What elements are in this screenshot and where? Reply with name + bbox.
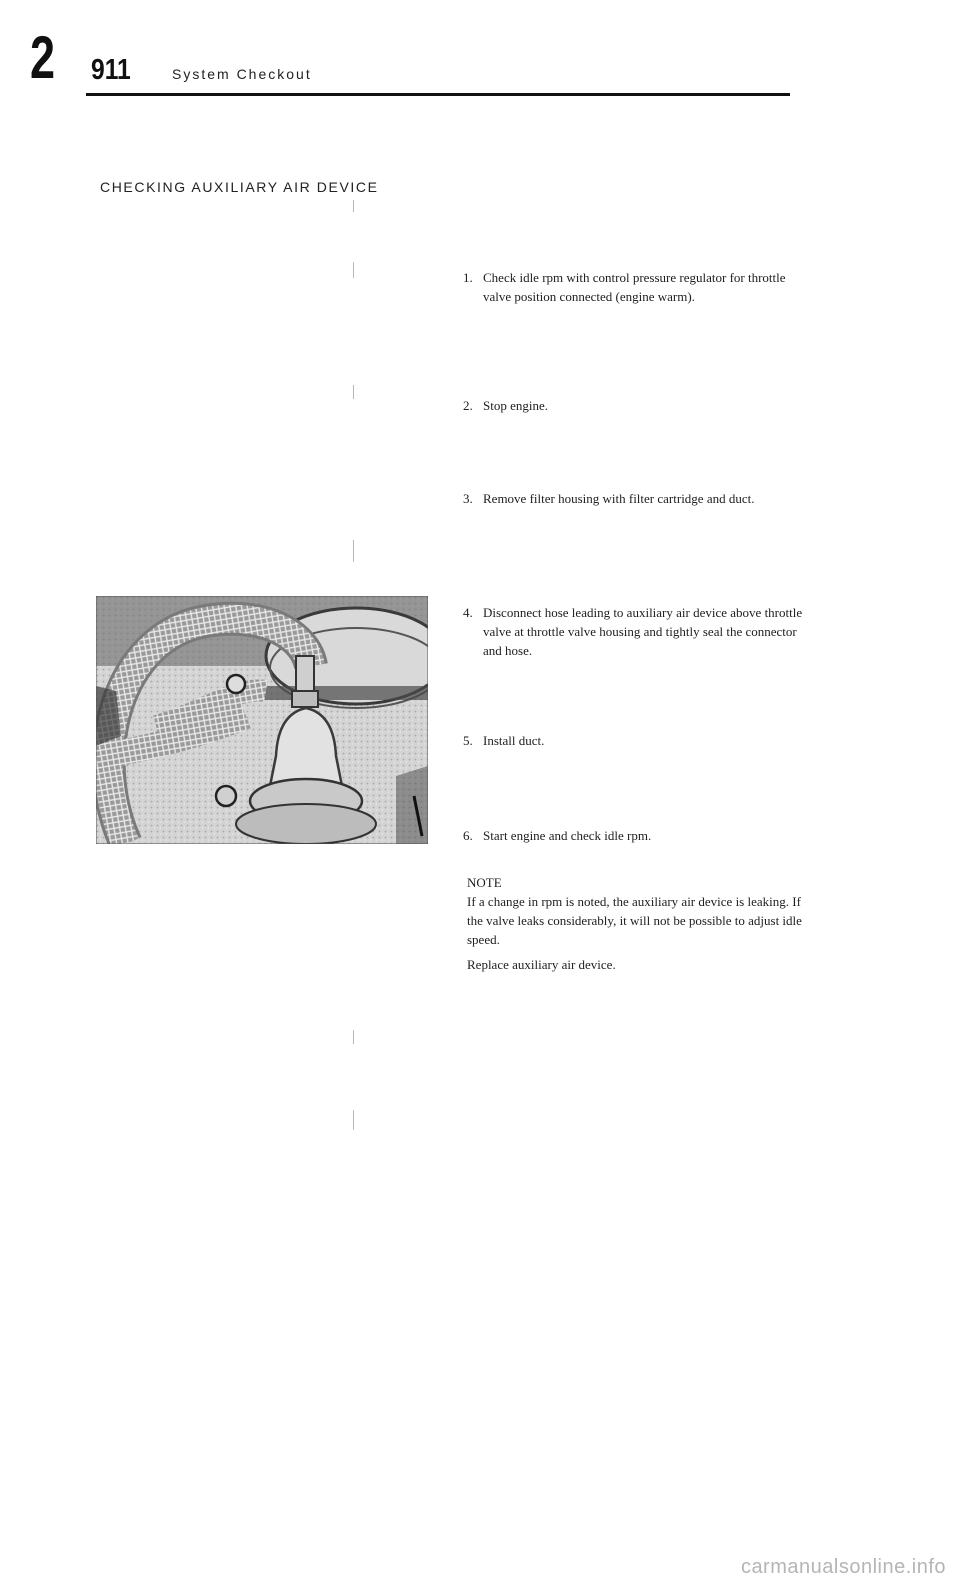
step-2 <box>463 396 803 415</box>
step-1 <box>463 268 803 306</box>
section-number: 2 <box>30 24 56 91</box>
model-number: 911 <box>91 54 131 86</box>
note-block <box>467 873 807 949</box>
step-5 <box>463 731 803 750</box>
step-text: Disconnect hose leading to auxiliary air device above throttle valve at throttle valve housing and tightly seal the connector and hose. <box>483 605 803 658</box>
margin-speck <box>353 200 354 212</box>
header-title: System Checkout <box>172 66 312 82</box>
note-heading: NOTE <box>467 875 502 890</box>
engine-photo <box>96 596 428 844</box>
step-text: Install duct. <box>483 733 545 748</box>
margin-speck <box>353 385 354 399</box>
watermark: carmanualsonline.info <box>740 1556 946 1578</box>
step-text: Stop engine. <box>483 398 548 413</box>
step-text: Check idle rpm with control pressure regulator for throttle valve position connected (engine warm). <box>483 270 786 304</box>
step-text: Start engine and check idle rpm. <box>483 828 652 843</box>
step-number: 6. <box>463 828 473 843</box>
margin-speck <box>353 262 354 278</box>
step-3 <box>463 489 803 508</box>
note-instruction: Replace auxiliary air device. <box>467 957 616 972</box>
margin-speck <box>353 540 354 562</box>
note-body: If a change in rpm is noted, the auxiliary air device is leaking. If the valve leaks considerably, it will not be possible to adjust idle speed. <box>467 894 802 947</box>
margin-speck <box>353 1030 354 1044</box>
step-number: 5. <box>463 733 473 748</box>
engine-photo-icon <box>96 596 428 844</box>
step-number: 2. <box>463 398 473 413</box>
step-6 <box>463 826 803 845</box>
step-number: 1. <box>463 270 473 285</box>
step-number: 3. <box>463 491 473 506</box>
section-heading: CHECKING AUXILIARY AIR DEVICE <box>100 179 379 195</box>
header-rule <box>86 93 790 96</box>
step-4 <box>463 603 803 660</box>
step-text: Remove filter housing with filter cartridge and duct. <box>483 491 755 506</box>
step-number: 4. <box>463 605 473 620</box>
margin-speck <box>353 1110 354 1130</box>
